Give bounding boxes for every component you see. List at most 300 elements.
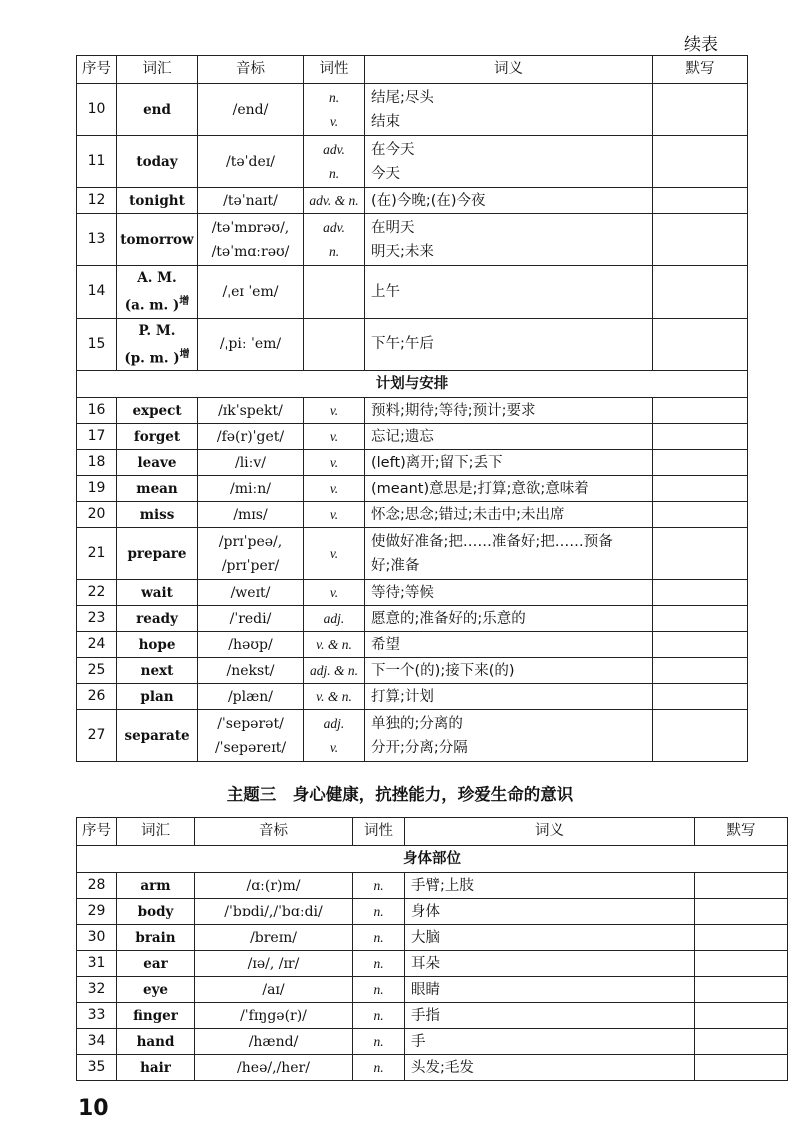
phonetic xyxy=(198,318,304,371)
meaning-line: 在今天 xyxy=(371,141,415,158)
meaning-line: 愿意的;准备好的;乐意的 xyxy=(371,610,526,627)
phonetic-line: /təˈmɒrəʊ/, xyxy=(211,219,290,236)
part-of-speech-line: n. xyxy=(328,165,340,181)
header-meaning: 词义 xyxy=(405,818,695,846)
word-line: end xyxy=(143,101,171,118)
phonetic-line: /prɪˈper/ xyxy=(221,557,280,574)
phonetic xyxy=(195,1003,353,1029)
table-header xyxy=(77,56,748,84)
row-number: 15 xyxy=(77,318,117,371)
dictation-cell[interactable] xyxy=(653,528,748,580)
meaning-line: 结尾;尽头 xyxy=(371,89,434,106)
word-line: separate xyxy=(124,727,190,744)
meaning-line: 耳朵 xyxy=(411,955,440,972)
table-row xyxy=(77,580,748,606)
phonetic-line: /ˈbɒdi/,/ˈbɑːdi/ xyxy=(224,903,323,920)
part-of-speech xyxy=(353,1055,405,1081)
table-row xyxy=(77,398,748,424)
part-of-speech xyxy=(304,84,365,136)
header-phonetic: 音标 xyxy=(195,818,353,846)
dictation-cell[interactable] xyxy=(653,502,748,528)
table-row xyxy=(77,502,748,528)
dictation-cell[interactable] xyxy=(695,1003,788,1029)
dictation-cell[interactable] xyxy=(653,606,748,632)
word xyxy=(117,528,198,580)
meaning-line: 忘记;遗忘 xyxy=(371,428,434,445)
table-row xyxy=(77,684,748,710)
row-number: 27 xyxy=(77,710,117,762)
meaning xyxy=(365,424,653,450)
table-row xyxy=(77,977,788,1003)
word-line-wrap xyxy=(117,290,197,318)
row-number: 17 xyxy=(77,424,117,450)
row-number: 19 xyxy=(77,476,117,502)
row-number: 18 xyxy=(77,450,117,476)
table-row xyxy=(77,214,748,266)
phonetic-line: /ˈsepəreɪt/ xyxy=(214,739,287,756)
part-of-speech-line: adv. xyxy=(323,141,345,157)
phonetic-line: /mɪs/ xyxy=(233,506,268,523)
added-badge: 增 xyxy=(179,296,190,307)
table-row xyxy=(77,136,748,188)
dictation-cell[interactable] xyxy=(653,318,748,371)
meaning xyxy=(365,214,653,266)
part-of-speech xyxy=(353,899,405,925)
part-of-speech-line: adv. & n. xyxy=(309,192,359,208)
row-number: 26 xyxy=(77,684,117,710)
dictation-cell[interactable] xyxy=(653,632,748,658)
meaning xyxy=(365,528,653,580)
word xyxy=(117,398,198,424)
row-number: 24 xyxy=(77,632,117,658)
phonetic-line: /ˌeɪ ˈem/ xyxy=(222,283,279,300)
phonetic xyxy=(198,398,304,424)
word-line: hand xyxy=(136,1033,175,1050)
meaning xyxy=(365,606,653,632)
phonetic-line: /fə(r)ˈget/ xyxy=(216,428,285,445)
part-of-speech xyxy=(304,632,365,658)
part-of-speech-line: v. xyxy=(329,545,339,561)
phonetic-line: /ɪkˈspekt/ xyxy=(218,402,283,419)
part-of-speech xyxy=(353,1029,405,1055)
phonetic xyxy=(198,502,304,528)
phonetic-line: /heə/,/her/ xyxy=(237,1059,310,1076)
table-row xyxy=(77,188,748,214)
header-dictation: 默写 xyxy=(695,818,788,846)
phonetic-line: /ˌpiː ˈem/ xyxy=(219,336,282,353)
table-row xyxy=(77,266,748,319)
table-row xyxy=(77,1029,788,1055)
word-line: miss xyxy=(139,506,175,523)
word xyxy=(117,84,198,136)
word-line: leave xyxy=(137,454,177,471)
row-number: 34 xyxy=(77,1029,117,1055)
meaning xyxy=(365,710,653,762)
meaning xyxy=(405,977,695,1003)
meaning xyxy=(405,925,695,951)
word xyxy=(117,266,198,319)
dictation-cell[interactable] xyxy=(653,398,748,424)
word-line: tonight xyxy=(129,192,185,209)
table-row xyxy=(77,925,788,951)
phonetic-line: /liːv/ xyxy=(234,454,266,471)
phonetic xyxy=(198,84,304,136)
word xyxy=(117,873,195,899)
part-of-speech-line: v. xyxy=(329,428,339,444)
part-of-speech xyxy=(304,580,365,606)
meaning-line: 在明天 xyxy=(371,219,415,236)
dictation-cell[interactable] xyxy=(695,899,788,925)
dictation-cell[interactable] xyxy=(653,188,748,214)
meaning-line: 大脑 xyxy=(411,929,440,946)
meaning xyxy=(365,84,653,136)
meaning-line: 下午;午后 xyxy=(371,336,434,353)
meaning-line: 结束 xyxy=(371,113,400,130)
part-of-speech xyxy=(304,528,365,580)
dictation-cell[interactable] xyxy=(695,925,788,951)
table-row xyxy=(77,1003,788,1029)
header-phonetic: 音标 xyxy=(198,56,304,84)
row-number: 35 xyxy=(77,1055,117,1081)
meaning-line: 手 xyxy=(411,1033,426,1050)
part-of-speech xyxy=(353,925,405,951)
meaning xyxy=(365,136,653,188)
part-of-speech-line: n. xyxy=(373,955,384,971)
header-meaning: 词义 xyxy=(365,56,653,84)
word xyxy=(117,606,198,632)
word xyxy=(117,1029,195,1055)
row-number: 21 xyxy=(77,528,117,580)
word-line: eye xyxy=(142,981,169,998)
part-of-speech-line: n. xyxy=(373,903,384,919)
row-number: 29 xyxy=(77,899,117,925)
part-of-speech-line: v. & n. xyxy=(316,636,352,652)
word-line: finger xyxy=(133,1007,178,1024)
meaning xyxy=(365,632,653,658)
word-line: arm xyxy=(140,877,171,894)
phonetic-line: /təˈnaɪt/ xyxy=(223,192,278,209)
part-of-speech-line: adj. & n. xyxy=(309,662,358,678)
word-line: ear xyxy=(143,955,168,972)
part-of-speech-line: n. xyxy=(373,1059,384,1075)
meaning-line: (在)今晚;(在)今夜 xyxy=(371,192,486,209)
word xyxy=(117,214,198,266)
word xyxy=(117,136,198,188)
phonetic xyxy=(195,925,353,951)
word xyxy=(117,476,198,502)
header-dictation: 默写 xyxy=(653,56,748,84)
part-of-speech xyxy=(304,710,365,762)
word-line: A. M. xyxy=(137,270,177,286)
part-of-speech-line: n. xyxy=(373,1033,384,1049)
word xyxy=(117,1003,195,1029)
phonetic xyxy=(195,1055,353,1081)
phonetic xyxy=(198,658,304,684)
phonetic-line: /ɪə/, /ɪr/ xyxy=(247,955,300,972)
meaning xyxy=(405,1055,695,1081)
section-row xyxy=(77,846,788,873)
part-of-speech xyxy=(304,658,365,684)
phonetic xyxy=(198,580,304,606)
dictation-cell[interactable] xyxy=(653,658,748,684)
phonetic xyxy=(198,188,304,214)
phonetic xyxy=(198,528,304,580)
word-line: P. M. xyxy=(138,322,176,339)
dictation-cell[interactable] xyxy=(653,450,748,476)
phonetic xyxy=(198,424,304,450)
part-of-speech-line: n. xyxy=(373,1007,384,1023)
part-of-speech xyxy=(304,266,365,319)
part-of-speech-line: adj. xyxy=(323,610,345,626)
meaning-line: (meant)意思是;打算;意欲;意味着 xyxy=(371,480,589,497)
phonetic-line: /ˈsepərət/ xyxy=(217,715,284,732)
phonetic-line: /təˈmɑːrəʊ/ xyxy=(211,243,290,260)
meaning-line: 今天 xyxy=(371,165,400,182)
part-of-speech-line: v. xyxy=(329,584,339,600)
part-of-speech-line: adv. xyxy=(323,219,345,235)
word xyxy=(117,925,195,951)
theme-title: 主题三 身心健康，抗挫能力，珍爱生命的意识 xyxy=(226,785,574,804)
dictation-cell[interactable] xyxy=(653,476,748,502)
row-number: 33 xyxy=(77,1003,117,1029)
added-badge: 增 xyxy=(179,348,190,360)
phonetic xyxy=(198,632,304,658)
part-of-speech-line: n. xyxy=(328,243,340,259)
meaning-line: 手指 xyxy=(411,1007,440,1024)
word xyxy=(117,318,198,371)
meaning-line: 单独的;分离的 xyxy=(371,715,463,732)
meaning xyxy=(365,318,653,371)
part-of-speech xyxy=(304,684,365,710)
table-row xyxy=(77,873,788,899)
phonetic xyxy=(198,606,304,632)
part-of-speech-line: n. xyxy=(373,981,384,997)
table-row xyxy=(77,658,748,684)
table-row xyxy=(77,632,748,658)
table-row xyxy=(77,318,748,371)
part-of-speech-line: n. xyxy=(328,89,340,105)
meaning-line: 使做好准备;把……准备好;把……预备 xyxy=(371,533,613,550)
table-row xyxy=(77,951,788,977)
meaning xyxy=(365,266,653,319)
part-of-speech-line: v. xyxy=(329,480,339,496)
word xyxy=(117,658,198,684)
section-row xyxy=(77,371,748,398)
header-no: 序号 xyxy=(77,56,117,84)
meaning xyxy=(365,450,653,476)
dictation-cell[interactable] xyxy=(695,873,788,899)
phonetic-line: /həʊp/ xyxy=(228,636,273,653)
part-of-speech-line: n. xyxy=(373,877,384,893)
meaning-line: 预料;期待;等待;预计;要求 xyxy=(371,402,536,419)
part-of-speech-line: v. xyxy=(329,402,339,418)
dictation-cell[interactable] xyxy=(695,951,788,977)
word-line: body xyxy=(137,903,174,920)
section-title: 计划与安排 xyxy=(77,371,748,398)
phonetic-line: /weɪt/ xyxy=(230,584,271,601)
word-line: hair xyxy=(140,1059,171,1076)
part-of-speech xyxy=(304,476,365,502)
word-line: expect xyxy=(132,402,182,419)
meaning-line: 眼睛 xyxy=(411,981,440,998)
phonetic xyxy=(195,899,353,925)
part-of-speech-line: n. xyxy=(373,929,384,945)
dictation-cell[interactable] xyxy=(695,1029,788,1055)
word-line: mean xyxy=(136,480,178,497)
table-row xyxy=(77,899,788,925)
meaning xyxy=(365,398,653,424)
dictation-cell[interactable] xyxy=(695,977,788,1003)
phonetic xyxy=(198,710,304,762)
phonetic-line: /prɪˈpeə/, xyxy=(218,533,283,550)
word xyxy=(117,580,198,606)
phonetic xyxy=(195,977,353,1003)
dictation-cell[interactable] xyxy=(695,1055,788,1081)
phonetic-line: /hænd/ xyxy=(248,1033,299,1050)
word xyxy=(117,710,198,762)
word xyxy=(117,684,198,710)
word-line: (p. m. ) xyxy=(124,350,180,366)
row-number: 14 xyxy=(77,266,117,319)
part-of-speech xyxy=(304,450,365,476)
table-row xyxy=(77,606,748,632)
section-title: 身体部位 xyxy=(77,846,788,873)
meaning xyxy=(405,951,695,977)
part-of-speech xyxy=(304,398,365,424)
row-number: 22 xyxy=(77,580,117,606)
dictation-cell[interactable] xyxy=(653,136,748,188)
vocab-table-1 xyxy=(76,55,748,762)
meaning-line: 希望 xyxy=(371,636,400,653)
phonetic xyxy=(195,951,353,977)
meaning xyxy=(365,502,653,528)
part-of-speech xyxy=(353,1003,405,1029)
row-number: 20 xyxy=(77,502,117,528)
phonetic-line: /təˈdeɪ/ xyxy=(226,153,275,170)
row-number: 10 xyxy=(77,84,117,136)
phonetic-line: /aɪ/ xyxy=(262,981,285,998)
meaning xyxy=(365,188,653,214)
part-of-speech xyxy=(304,318,365,371)
phonetic xyxy=(198,684,304,710)
word-line: ready xyxy=(136,610,178,627)
table-row xyxy=(77,528,748,580)
row-number: 12 xyxy=(77,188,117,214)
word-line: (a. m. ) xyxy=(124,297,180,314)
phonetic-line: /ɑː(r)m/ xyxy=(246,877,301,894)
part-of-speech-line: v. xyxy=(329,454,339,470)
part-of-speech-line: v. xyxy=(329,506,339,522)
part-of-speech xyxy=(353,951,405,977)
phonetic-line: /end/ xyxy=(232,101,269,118)
word xyxy=(117,1055,195,1081)
word-line: prepare xyxy=(127,545,187,562)
part-of-speech xyxy=(304,424,365,450)
continued-label: 续表 xyxy=(684,35,718,55)
dictation-cell[interactable] xyxy=(653,424,748,450)
dictation-cell[interactable] xyxy=(653,580,748,606)
dictation-cell[interactable] xyxy=(653,214,748,266)
word-line: tomorrow xyxy=(120,231,194,248)
part-of-speech-line: v. & n. xyxy=(316,688,352,704)
meaning-line: (left)离开;留下;丢下 xyxy=(371,454,503,471)
word-line: brain xyxy=(135,929,176,946)
phonetic-line: /nekst/ xyxy=(226,662,275,679)
dictation-cell[interactable] xyxy=(653,710,748,762)
phonetic xyxy=(198,266,304,319)
word-line: wait xyxy=(141,584,173,601)
row-number: 11 xyxy=(77,136,117,188)
word xyxy=(117,951,195,977)
header-word: 词汇 xyxy=(117,818,195,846)
meaning-line: 上午 xyxy=(371,283,400,300)
meaning-line: 头发;毛发 xyxy=(411,1059,474,1076)
word xyxy=(117,424,198,450)
meaning-line: 打算;计划 xyxy=(371,688,434,705)
part-of-speech xyxy=(353,873,405,899)
meaning-line: 等待;等候 xyxy=(371,584,434,601)
table-row xyxy=(77,450,748,476)
phonetic-line: /ˈredi/ xyxy=(229,610,272,627)
row-number: 28 xyxy=(77,873,117,899)
table-row xyxy=(77,710,748,762)
table-row xyxy=(77,424,748,450)
phonetic xyxy=(198,214,304,266)
meaning-line: 身体 xyxy=(411,903,440,920)
part-of-speech-line: v. xyxy=(329,113,339,129)
part-of-speech xyxy=(304,188,365,214)
word-line: forget xyxy=(133,428,181,445)
meaning xyxy=(365,476,653,502)
word-line-wrap xyxy=(117,343,197,371)
phonetic-line: /miːn/ xyxy=(230,480,271,497)
header-pos: 词性 xyxy=(353,818,405,846)
row-number: 25 xyxy=(77,658,117,684)
meaning xyxy=(405,873,695,899)
vocab-table-2 xyxy=(76,817,788,1081)
phonetic xyxy=(198,136,304,188)
page-number: 10 xyxy=(78,1096,109,1121)
meaning xyxy=(405,1029,695,1055)
table-row xyxy=(77,1055,788,1081)
part-of-speech-line: adj. xyxy=(323,715,345,731)
part-of-speech-line: v. xyxy=(329,739,339,755)
dictation-cell[interactable] xyxy=(653,84,748,136)
dictation-cell[interactable] xyxy=(653,684,748,710)
part-of-speech xyxy=(304,606,365,632)
meaning xyxy=(405,1003,695,1029)
dictation-cell[interactable] xyxy=(653,266,748,319)
header-no: 序号 xyxy=(77,818,117,846)
phonetic xyxy=(195,873,353,899)
phonetic-line: /breɪn/ xyxy=(250,929,297,946)
row-number: 30 xyxy=(77,925,117,951)
phonetic xyxy=(198,476,304,502)
word xyxy=(117,188,198,214)
word xyxy=(117,632,198,658)
row-number: 13 xyxy=(77,214,117,266)
meaning-line: 手臂;上肢 xyxy=(411,877,474,894)
word xyxy=(117,502,198,528)
meaning xyxy=(365,580,653,606)
word xyxy=(117,977,195,1003)
word-line: plan xyxy=(140,688,174,705)
meaning-line: 怀念;思念;错过;未击中;未出席 xyxy=(371,506,565,523)
phonetic-line: /plæn/ xyxy=(227,688,274,705)
phonetic xyxy=(195,1029,353,1055)
part-of-speech xyxy=(304,502,365,528)
phonetic xyxy=(198,450,304,476)
